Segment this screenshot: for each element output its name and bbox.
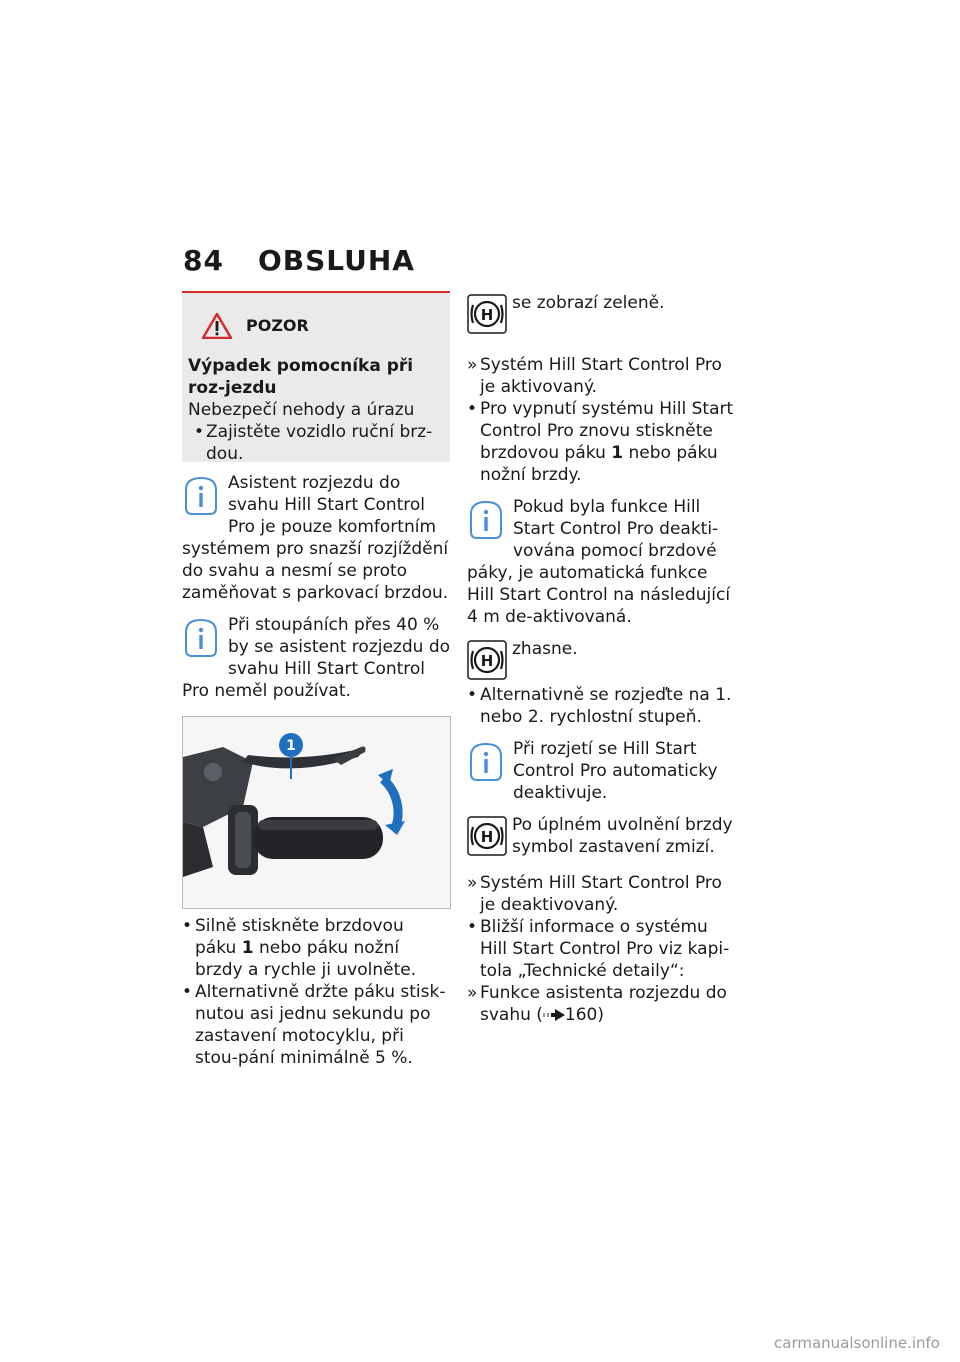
info-note-text: Pokud byla funkce Hill Start Control Pro deakti-vována pomocí brzdové páky, je automatická funkce Hill Start Control na následující 4 m de-aktivovaná. bbox=[467, 497, 731, 627]
warning-header bbox=[188, 311, 444, 341]
hill-start-symbol-icon bbox=[467, 640, 507, 680]
step-more-info: • Bližší informace o systému Hill Start Control Pro viz kapi-tola „Technické detaily“: bbox=[467, 916, 735, 982]
step-hold-lever: • Alternativně držte páku stisk-nutou asi jednu sekundu po zastavení motocyklu, při stou-pání minimálně 5 %. bbox=[182, 981, 450, 1069]
warning-triangle-icon bbox=[202, 313, 232, 339]
lever-number: 1 bbox=[611, 443, 624, 463]
warning-action: • Zajistěte vozidlo ruční brz-dou. bbox=[188, 421, 444, 465]
brake-lever-figure bbox=[182, 716, 451, 909]
warning-hazard: Nebezpečí nehody a úrazu bbox=[188, 400, 415, 420]
brake-lever-illustration bbox=[183, 717, 450, 908]
figure-callout-1: 1 bbox=[286, 738, 296, 754]
hill-start-symbol-icon bbox=[467, 816, 507, 856]
step-alternative-gear: • Alternativně se rozjeďte na 1. nebo 2. rychlostní stupeň. bbox=[467, 684, 735, 728]
info-note-text: Při stoupáních přes 40 % by se asistent rozjezdu do svahu Hill Start Control Pro neměl používat. bbox=[182, 615, 451, 701]
page-header bbox=[183, 244, 415, 277]
left-column bbox=[182, 291, 450, 1069]
step-text: Pro vypnutí systému Hill Start Control Pro znovu stiskněte brzdovou páku bbox=[480, 399, 734, 463]
result-activated: » Systém Hill Start Control Pro je aktivovaný. bbox=[467, 354, 735, 398]
symbol-letter: H bbox=[480, 306, 494, 324]
symbol-letter: H bbox=[480, 652, 494, 670]
hill-start-symbol-row bbox=[467, 292, 735, 334]
symbol-text: Po úplném uvolnění brzdy symbol zastavení zmizí. bbox=[512, 815, 733, 857]
symbol-text: zhasne. bbox=[512, 639, 578, 659]
info-note bbox=[182, 472, 450, 604]
info-icon bbox=[182, 616, 220, 660]
info-icon bbox=[182, 474, 220, 518]
step-text: Silně stiskněte brzdovou páku bbox=[195, 916, 404, 958]
step-disable bbox=[467, 398, 735, 486]
symbol-letter: H bbox=[480, 828, 494, 846]
reference-page-link[interactable]: 160) bbox=[564, 1005, 605, 1025]
hill-start-symbol-row bbox=[467, 638, 735, 680]
page-reference-arrow-icon bbox=[543, 1009, 565, 1021]
step-press-lever bbox=[182, 915, 450, 981]
info-note-text: Asistent rozjezdu do svahu Hill Start Control Pro je pouze komfortním systémem pro snazší rozjíždění do svahu a nesmí se proto zaměňovat s parkovací brzdou. bbox=[182, 473, 449, 603]
lever-number: 1 bbox=[241, 938, 254, 958]
warning-subtitle: Výpadek pomocníka při roz-jezdu bbox=[188, 356, 414, 398]
right-column bbox=[467, 292, 735, 1026]
info-note bbox=[467, 496, 735, 628]
result-deactivated: » Systém Hill Start Control Pro je deaktivovaný. bbox=[467, 872, 735, 916]
info-icon bbox=[467, 740, 505, 784]
warning-label: POZOR bbox=[246, 316, 309, 335]
page-number: 84 bbox=[183, 244, 224, 277]
page-title: OBSLUHA bbox=[257, 244, 415, 277]
result-reference bbox=[467, 982, 735, 1026]
hill-start-symbol-icon bbox=[467, 294, 507, 334]
step-text: nebo páku nožní brzdy. bbox=[480, 443, 718, 485]
hill-start-symbol-row bbox=[467, 814, 735, 858]
info-note bbox=[182, 614, 450, 702]
symbol-text: se zobrazí zeleně. bbox=[512, 293, 665, 313]
info-note bbox=[467, 738, 735, 804]
watermark: carmanualsonline.info bbox=[774, 1334, 940, 1352]
warning-box bbox=[182, 291, 450, 462]
reference-text: Funkce asistenta rozjezdu do svahu ( bbox=[480, 983, 727, 1025]
info-note-text: Při rozjetí se Hill Start Control Pro automaticky deaktivuje. bbox=[513, 739, 718, 803]
step-text: nebo páku nožní brzdy a rychle ji uvolněte. bbox=[195, 938, 417, 980]
info-icon bbox=[467, 498, 505, 542]
